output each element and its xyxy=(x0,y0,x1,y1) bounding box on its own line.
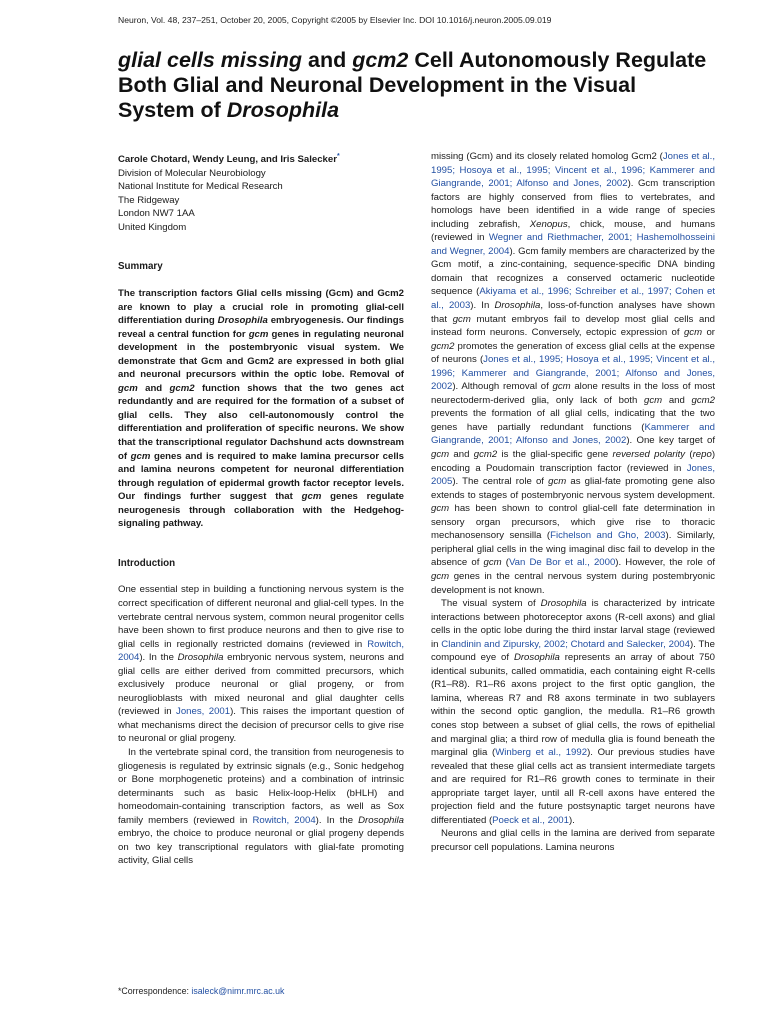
affiliation-line: Division of Molecular Neurobiology xyxy=(118,167,266,179)
citation-link[interactable]: Jones et al., 1995; Hosoya et al., 1995; Vincent et al., 1996; Kammerer and Giangrande, 2001; Alfonso and Jones, 2002 xyxy=(431,354,715,393)
author-names: Carole Chotard, Wendy Leung, and Iris Salecker* xyxy=(118,153,340,166)
citation-link[interactable]: Jones, 2005 xyxy=(431,462,715,488)
citation-link[interactable]: Rowitch, 2004 xyxy=(118,638,404,664)
article-title: glial cells missing and gcm2 Cell Autonomously Regulate Both Glial and Neuronal Development in the Visual System of Drosophila xyxy=(118,48,707,122)
left-column xyxy=(118,150,404,868)
title-gene-1: glial cells missing xyxy=(118,48,303,72)
summary-text: The transcription factors Glial cells missing (Gcm) and Gcm2 are known to play a crucial role in promoting glial-cell differentiation during Drosophila embryogenesis. Our findings reveal a central function for gcm genes in regulating neuronal development in the postembryonic visual system. We demonstrate that Gcm and Gcm2 are expressed in both glial and neuronal precursors within the optic lobe. Removal of gcm and gcm2 function shows that the two genes act redundantly and are required for the formation of a subset of glial cells. They also cell-autonomously control the differentiation and proliferation of specific neurons. We show that the transcriptional regulator Dachshund acts downstream of gcm genes and is required to make lamina precursor cells and lamina neurons competent for neuronal differentiation through regulation of epidermal growth factor receptor levels. Our findings further suggest that gcm genes regulate neurogenesis through collaboration with the Hedgehog-signaling pathway. xyxy=(118,288,404,530)
citation-link[interactable]: Clandinin and Zipursky, 2002; Chotard and Salecker, 2004 xyxy=(441,638,690,650)
intro-paragraph-visual-system: The visual system of Drosophila is characterized by intricate interactions between photoreceptor axons (R-cell axons) and glial cells in the optic lobe during the third instar larval stage (reviewed in Clandinin and Zipursky, 2002; Chotard and Salecker, 2004). The compound eye of Drosophila represents an array of about 750 identical subunits, called ommatidia, each containing eight R-cells (R1–R8). R1–R6 axons project to the first optic ganglion, the lamina, whereas R7 and R8 axons terminate in two sublayers within the second optic ganglion, the medulla. R1–R6 growth cones stop between a subset of glial cells, the rows of epithelial and marginal glia; a third row of medulla glia is found beneath the marginal glia (Winberg et al., 1992). Our previous studies have revealed that these glial cells act as transient intermediate targets and are required for R1–R6 growth cones to terminate in their appropriate target layer, until all R-cell axons have entered the projection field and the future postsynaptic target neurons have differentiated (Poeck et al., 2001). xyxy=(431,598,716,826)
citation-link[interactable]: Poeck et al., 2001 xyxy=(492,814,569,826)
citation-link[interactable]: Wegner and Riethmacher, 2001; Hashemolhosseini and Wegner, 2004 xyxy=(431,232,715,257)
intro-paragraph-2: In the vertebrate spinal cord, the transition from neurogenesis to gliogenesis is regulated by extrinsic signals (e.g., Sonic hedgehog or Bone morphogenetic proteins) and a combination of intrinsic determinants such as basic Helix-loop-Helix (bHLH) and homeodomain-containing transcription factors, as well as Sox family members (reviewed in Rowitch, 2004). In the Drosophila embryo, the choice to produce neuronal or glial progeny depends on two key transcriptional regulators with glial-fate promoting activity, Glial cells xyxy=(118,746,404,867)
introduction-heading: Introduction xyxy=(118,557,176,569)
right-column xyxy=(431,150,715,854)
correspondence-email-link[interactable]: isaleck@nimr.mrc.ac.uk xyxy=(191,986,285,996)
affiliation-line: The Ridgeway xyxy=(118,194,180,206)
affiliation-line: National Institute for Medical Research xyxy=(118,181,283,193)
correspondence-marker[interactable]: * xyxy=(336,153,340,160)
citation-link[interactable]: Kammerer and Giangrande, 2001; Alfonso and Jones, 2002 xyxy=(431,421,716,447)
citation-link[interactable]: Van De Bor et al., 2000 xyxy=(508,557,616,569)
author-block xyxy=(118,150,404,234)
affiliation-line: United Kingdom xyxy=(118,221,187,233)
title-organism: Drosophila xyxy=(226,98,340,122)
intro-paragraph-lamina: Neurons and glial cells in the lamina are derived from separate precursor cell populations. Lamina neurons xyxy=(431,828,715,853)
affiliation-line: London NW7 1AA xyxy=(118,208,195,220)
correspondence-footnote: *Correspondence: isaleck@nimr.mrc.ac.uk xyxy=(118,986,285,996)
citation-link[interactable]: Akiyama et al., 1996; Schreiber et al., 1997; Cohen et al., 2003 xyxy=(431,286,715,312)
citation-link[interactable]: Jones, 2001 xyxy=(176,706,231,718)
citation-link[interactable]: Fichelson and Gho, 2003 xyxy=(550,530,666,542)
journal-citation-header: Neuron, Vol. 48, 237–251, October 20, 2005, Copyright ©2005 by Elsevier Inc. DOI 10.1016/j.neuron.2005.09.019 xyxy=(118,15,552,25)
intro-paragraph-continued: missing (Gcm) and its closely related homolog Gcm2 (Jones et al., 1995; Hosoya et al., 1995; Vincent et al., 1996; Kammerer and Giangrande, 2001; Alfonso and Jones, 2002). Gcm transcription factors are highly conserved from flies to vertebrates, and homologs have been identified in a wide range of species including zebrafish, Xenopus, chick, mouse, and humans (reviewed in Wegner and Riethmacher, 2001; Hashemolhosseini and Wegner, 2004). Gcm family members are characterized by the Gcm motif, a zinc-containing, sequence-specific DNA binding domain that recognizes a conserved octameric nucleotide sequence (Akiyama et al., 1996; Schreiber et al., 1997; Cohen et al., 2003). In Drosophila, loss-of-function analyses have shown that gcm mutant embryos fail to develop most glial cells and instead form neurons. Conversely, ectopic expression of gcm or gcm2 promotes the generation of excess glial cells at the expense of neurons (Jones et al., 1995; Hosoya et al., 1995; Vincent et al., 1996; Kammerer and Giangrande, 2001; Alfonso and Jones, 2002). Although removal of gcm alone results in the loss of most neurectoderm-derived glia, only lack of both gcm and gcm2 prevents the formation of all glial cells, indicating that the two genes have partially redundant functions (Kammerer and Giangrande, 2001; Alfonso and Jones, 2002). One key target of gcm and gcm2 is the glial-specific gene reversed polarity (repo) encoding a Poudomain transcription factor (reviewed in Jones, 2005). The central role of gcm as glial-fate promoting gene also extends to stages of postembryonic nervous system development. gcm has been shown to control glial-cell fate determination in sensory organ precursors, which give rise to thoracic mechanosensory sensilla (Fichelson and Gho, 2003). Similarly, peripheral glial cells in the wing imaginal disc fail to develop in the absence of gcm (Van De Bor et al., 2000). However, the role of gcm genes in the central nervous system during postembryonic development is not known. xyxy=(431,151,716,596)
citation-link[interactable]: Jones et al., 1995; Hosoya et al., 1995; Vincent et al., 1996; Kammerer and Giangrande, 2001; Alfonso and Jones, 2002 xyxy=(431,151,715,190)
intro-paragraph-1: One essential step in building a functioning nervous system is the correct specification of different neuronal and glial-cell types. In the vertebrate central nervous system, common neural progenitor cells have been shown to first produce neurons and then to give rise to glial cells in regionally restricted domains (reviewed in Rowitch, 2004). In the Drosophila embryonic nervous system, neurons and glial cells are either derived from committed precursors, which exclusively produce neuronal or glial progeny, or from neuroglioblasts with mixed neuronal and glial daughter cells (reviewed in Jones, 2001). This raises the important question of what mechanisms direct the decision of precursor cells to give rise to neuronal or glial progeny. xyxy=(118,584,404,745)
citation-link[interactable]: Rowitch, 2004 xyxy=(252,814,316,826)
summary-heading: Summary xyxy=(118,261,163,273)
title-gene-2: gcm2 xyxy=(352,48,409,72)
citation-link[interactable]: Winberg et al., 1992 xyxy=(495,747,588,759)
